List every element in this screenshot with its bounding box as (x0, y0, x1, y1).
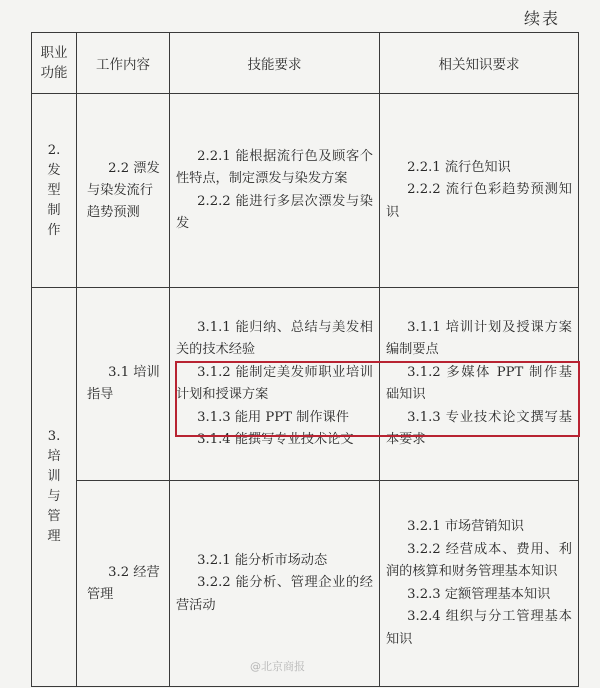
function-label: 2. 发 型 制 作 (47, 142, 61, 238)
skill-item: 3.2.1 能分析市场动态 (197, 552, 328, 568)
knowledge-item: 2.2.2 流行色彩趋势预测知识 (386, 182, 572, 220)
skills-cell (170, 481, 380, 687)
function-cell (32, 94, 77, 288)
table-row (32, 94, 579, 288)
content-label: 3.2 经营管理 (87, 564, 160, 602)
skill-item: 3.1.1 能归纳、总结与美发相关的技术经验 (176, 319, 373, 357)
header-function (32, 33, 77, 94)
header-skills: 技能要求 (170, 33, 380, 94)
header-function-label: 职业 功能 (40, 45, 68, 81)
skill-item: 3.2.2 能分析、管理企业的经营活动 (176, 575, 373, 613)
skills-cell (170, 94, 380, 288)
skills-cell (170, 288, 380, 481)
knowledge-item: 3.2.1 市场营销知识 (407, 519, 524, 534)
table-row (32, 481, 579, 687)
skill-item: 3.1.4 能撰写专业技术论文 (197, 432, 354, 447)
knowledge-cell (380, 94, 579, 288)
knowledge-item: 2.2.1 流行色知识 (407, 159, 511, 175)
knowledge-item: 3.1.2 多媒体 PPT 制作基础知识 (386, 364, 572, 402)
table-header-row (32, 33, 579, 94)
skill-item: 3.1.3 能用 PPT 制作课件 (197, 409, 349, 425)
content-label: 3.1 培训指导 (87, 365, 160, 402)
knowledge-item: 3.2.4 组织与分工管理基本知识 (386, 609, 572, 647)
knowledge-item: 3.1.1 培训计划及授课方案编制要点 (386, 319, 572, 357)
content-cell (77, 288, 170, 481)
skill-requirements-table (31, 32, 579, 687)
content-cell (77, 94, 170, 288)
content-label: 2.2 漂发与染发流行趋势预测 (87, 160, 160, 220)
function-cell (32, 288, 77, 687)
knowledge-item: 3.2.3 定额管理基本知识 (407, 586, 551, 602)
header-knowledge: 相关知识要求 (380, 33, 579, 94)
header-content: 工作内容 (77, 33, 170, 94)
knowledge-cell (380, 481, 579, 687)
function-label: 3. 培 训 与 管 理 (47, 429, 61, 544)
table-row (32, 288, 579, 481)
skill-item: 2.2.1 能根据流行色及顾客个性特点，制定漂发与染发方案 (176, 148, 373, 186)
knowledge-cell (380, 288, 579, 481)
knowledge-item: 3.2.2 经营成本、费用、利润的核算和财务管理基本知识 (386, 541, 572, 579)
watermark: @北京商报 (250, 660, 305, 673)
content-cell (77, 481, 170, 687)
skill-item: 3.1.2 能制定美发师职业培训计划和授课方案 (176, 364, 373, 402)
knowledge-item: 3.1.3 专业技术论文撰写基本要求 (386, 409, 572, 447)
continued-label: 续表 (524, 9, 561, 28)
skill-item: 2.2.2 能进行多层次漂发与染发 (176, 193, 373, 231)
